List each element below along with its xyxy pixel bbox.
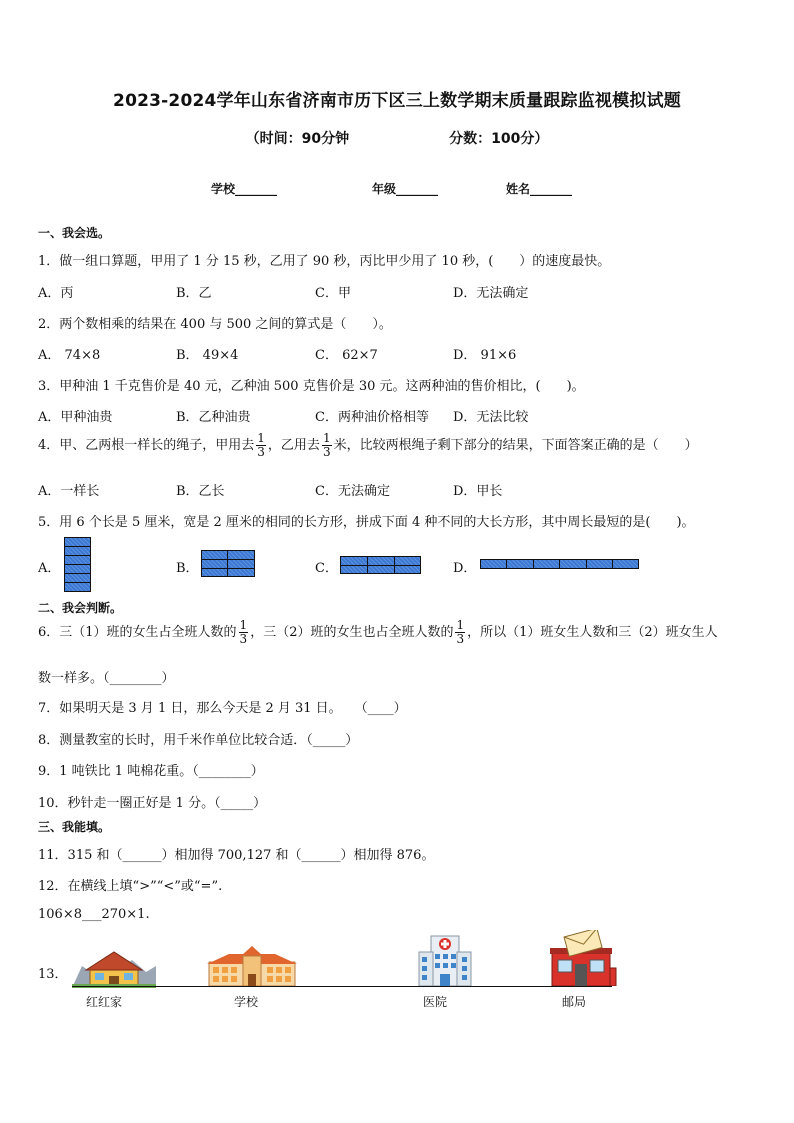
label-hospital: 医院	[423, 995, 448, 1009]
q6-fraction-2: $\frac{1}{3}$	[456, 618, 465, 646]
section-3-heading: 三、我能填。	[38, 820, 111, 834]
q5-shape-a	[64, 537, 91, 592]
question-5: 5．用 6 个长是 5 厘米，宽是 2 厘米的相同的长方形，拼成下面 4 种不同的大长方形，其中周长最短的是( )。	[38, 515, 695, 530]
q6-text-2: ，三（2）班的女生也占全班人数的	[250, 625, 454, 640]
q5-shape-c	[340, 556, 421, 574]
q5-option-b[interactable]: B．	[176, 561, 199, 576]
question-1: 1．做一组口算题，甲用了 1 分 15 秒，乙用了 90 秒，丙比甲少用了 10 秒，( ）的速度最快。	[38, 254, 611, 269]
q3-option-c[interactable]: C．两种油价格相等	[315, 410, 429, 425]
label-school: 学校	[234, 995, 259, 1009]
exam-time: （时间：90分钟	[245, 131, 350, 147]
question-2: 2．两个数相乘的结果在 400 与 500 之间的算式是（ ）。	[38, 317, 392, 332]
q2-option-d[interactable]: D． 91×6	[453, 348, 517, 363]
name-field[interactable]: 姓名_______	[506, 182, 573, 196]
post-office-icon	[548, 930, 618, 986]
q4-option-d[interactable]: D．甲长	[453, 484, 503, 499]
q4-fraction-1: $\frac{1}{3}$	[257, 431, 265, 459]
hospital-icon	[417, 934, 473, 986]
q3-option-b[interactable]: B．乙种油贵	[176, 410, 251, 425]
section-1-heading: 一、我会选。	[38, 226, 111, 240]
q6-text-1: 6．三（1）班的女生占全班人数的	[38, 625, 237, 640]
question-10: 10．秒针走一圈正好是 1 分。（_____）	[38, 796, 267, 811]
school-icon	[207, 946, 297, 986]
exam-title: 2023-2024学年山东省济南市历下区三上数学期末质量跟踪监视模拟试题	[113, 91, 681, 111]
label-home: 红红家	[86, 995, 123, 1009]
question-12: 12．在横线上填“>”“<”或“=”.	[38, 879, 223, 894]
question-8: 8．测量教室的长时，用千米作单位比较合适．（_____）	[38, 733, 359, 748]
question-13-number: 13．	[38, 967, 68, 982]
grade-field[interactable]: 年级_______	[372, 182, 439, 196]
question-9: 9．1 吨铁比 1 吨棉花重。（________）	[38, 764, 264, 779]
question-4	[38, 432, 698, 459]
q2-option-b[interactable]: B． 49×4	[176, 348, 239, 363]
q4-text-2: ，乙用去	[267, 438, 320, 453]
q5-option-c[interactable]: C．	[315, 561, 338, 576]
q1-option-c[interactable]: C．甲	[315, 286, 351, 301]
house-icon	[72, 946, 156, 988]
q5-option-d[interactable]: D．	[453, 561, 477, 576]
q4-option-a[interactable]: A．一样长	[38, 484, 100, 499]
q6-fraction-1: $\frac{1}{3}$	[239, 618, 248, 646]
exam-subtitle	[0, 128, 794, 148]
question-3: 3．甲种油 1 千克售价是 40 元，乙种油 500 克售价是 30 元。这两种油的售价相比，( )。	[38, 379, 585, 394]
question-12-expression: 106×8___270×1.	[38, 907, 150, 922]
q1-option-d[interactable]: D．无法确定	[453, 286, 529, 301]
q4-option-c[interactable]: C．无法确定	[315, 484, 390, 499]
question-6-line-2: 数一样多。（________）	[38, 671, 175, 686]
question-7: 7．如果明天是 3 月 1 日，那么今天是 2 月 31 日。 （____）	[38, 701, 407, 716]
q4-text-1: 4．甲、乙两根一样长的绳子，甲用去	[38, 438, 255, 453]
q2-option-a[interactable]: A． 74×8	[38, 348, 101, 363]
q3-option-d[interactable]: D．无法比较	[453, 410, 529, 425]
exam-score: 分数：100分）	[449, 131, 549, 147]
label-post-office: 邮局	[562, 995, 587, 1009]
q2-option-c[interactable]: C． 62×7	[315, 348, 378, 363]
q1-option-a[interactable]: A．丙	[38, 286, 74, 301]
q5-shape-d	[480, 559, 639, 569]
q1-option-b[interactable]: B．乙	[176, 286, 212, 301]
q4-fraction-2: $\frac{1}{3}$	[322, 431, 331, 459]
q3-option-a[interactable]: A．甲种油贵	[38, 410, 113, 425]
q4-text-3: 米，比较两根绳子剩下部分的结果，下面答案正确的是（ ）	[333, 438, 698, 453]
road-line	[72, 986, 612, 987]
section-2-heading: 二、我会判断。	[38, 601, 123, 615]
question-11: 11．315 和（______）相加得 700,127 和（______）相加得 876。	[38, 848, 435, 863]
q5-shape-b	[201, 550, 255, 577]
school-field[interactable]: 学校_______	[211, 182, 278, 196]
q4-option-b[interactable]: B．乙长	[176, 484, 225, 499]
q6-text-3: ，所以（1）班女生人数和三（2）班女生人	[467, 625, 718, 640]
q5-option-a[interactable]: A．	[38, 561, 61, 576]
question-6	[38, 619, 718, 646]
